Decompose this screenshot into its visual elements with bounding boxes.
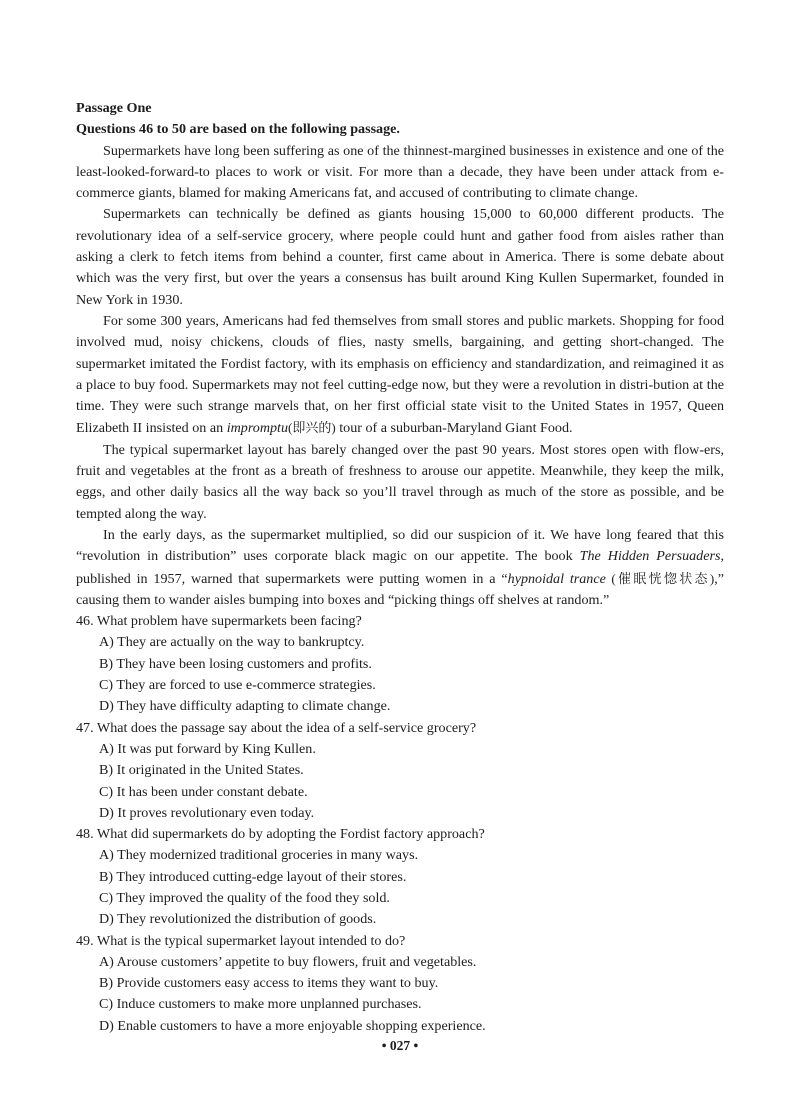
option-b: B) They introduced cutting-edge layout of their stores.: [99, 868, 407, 885]
hypnoidal-term: hypnoidal trance: [507, 570, 606, 587]
option-c: C) Induce customers to make more unplanned purchases.: [99, 996, 422, 1013]
option-d: D) They revolutionized the distribution of goods.: [99, 911, 377, 928]
question-stem: 49. What is the typical supermarket layout intended to do?: [76, 932, 406, 949]
option-c: C) They improved the quality of the food they sold.: [99, 889, 390, 906]
option-b: B) It originated in the United States.: [99, 762, 304, 779]
paragraph-5-text-b: , published in 1957, warned that supermarkets were putting women in a “: [76, 548, 724, 587]
option-b: B) Provide customers easy access to items they want to buy.: [99, 975, 439, 992]
passage-paragraph-1: Supermarkets have long been suffering as one of the thinnest-margined businesses in existence and one of the least-looked-forward-to places to work or visit. For more than a decade, they have been under attack from e-commerce giants, blamed for making Americans fat, and accused of contributing to climate change.: [76, 142, 724, 202]
page-number: • 027 •: [381, 1038, 419, 1053]
passage-paragraph-2: Supermarkets can technically be defined as giants housing 15,000 to 60,000 different products. The revolutionary idea of a self-service grocery, where people could hunt and gather food from aisles rather than asking a clerk to fetch items from behind a counter, first came about in America. There is some debate about which was the very first, but over the years a consensus has built around King Kullen Supermarket, founded in New York in 1930.: [76, 206, 724, 308]
question-47: [76, 718, 724, 824]
option-a: A) They modernized traditional groceries in many ways.: [99, 847, 419, 864]
document-page: [76, 98, 724, 1037]
option-a: A) They are actually on the way to bankruptcy.: [99, 634, 365, 651]
passage-paragraph-4: The typical supermarket layout has barely changed over the past 90 years. Most stores open with flow-ers, fruit and vegetables at the front as a breath of freshness to arouse our appetite. Meanwhile, they keep the milk, eggs, and other daily basics all the way back so you’ll travel through as much of the store as possible, and be tempted along the way.: [76, 441, 724, 522]
paragraph-3-text-a: For some 300 years, Americans had fed themselves from small stores and public markets. Shopping for food involved mud, noisy chickens, clouds of flies, nasty smells, bargaining, and getting short-changed. The supermarket imitated the Fordist factory, with its emphasis on efficiency and standardization, and reimagined it as a place to buy food. Supermarkets may not feel cutting-edge now, but they were a revolution in distri-bution at the time. They were such strange marvels that, on her first official state visit to the United States in 1957, Queen Elizabeth II insisted on an: [76, 312, 724, 437]
option-b: B) They have been losing customers and profits.: [99, 655, 372, 672]
option-c: C) They are forced to use e-commerce strategies.: [99, 677, 376, 694]
passage-paragraph-5: [76, 525, 724, 611]
paragraph-5-text-c: ,” causing them to wander aisles bumping into boxes and “picking things off shelves at random.”: [76, 570, 724, 608]
impromptu-gloss: (即兴的): [288, 420, 336, 436]
book-title: The Hidden Persuaders: [579, 548, 721, 565]
paragraph-3-text-b: tour of a suburban-Maryland Giant Food.: [335, 420, 573, 437]
impromptu-term: impromptu: [226, 420, 289, 437]
passage-title: Passage One: [76, 100, 152, 116]
option-d: D) They have difficulty adapting to climate change.: [99, 698, 391, 715]
option-a: A) Arouse customers’ appetite to buy flowers, fruit and vegetables.: [99, 953, 477, 970]
question-stem: 47. What does the passage say about the idea of a self-service grocery?: [76, 719, 477, 736]
question-stem: 46. What problem have supermarkets been facing?: [76, 613, 362, 630]
passage-paragraph-3: [76, 311, 724, 440]
question-48: [76, 824, 724, 930]
question-49: [76, 931, 724, 1037]
question-46: [76, 611, 724, 717]
hypnoidal-gloss: (催眠恍惚状态): [605, 570, 715, 586]
option-d: D) Enable customers to have a more enjoyable shopping experience.: [99, 1017, 486, 1034]
paragraph-5-text-a: In the early days, as the supermarket multiplied, so did our suspicion of it. We have long feared that this “revolution in distribution” uses corporate black magic on our appetite. The book: [76, 526, 724, 565]
option-d: D) It proves revolutionary even today.: [99, 804, 315, 821]
option-a: A) It was put forward by King Kullen.: [99, 740, 316, 757]
question-stem: 48. What did supermarkets do by adopting the Fordist factory approach?: [76, 826, 485, 843]
passage-instruction: Questions 46 to 50 are based on the following passage.: [76, 121, 400, 138]
option-c: C) It has been under constant debate.: [99, 783, 308, 800]
